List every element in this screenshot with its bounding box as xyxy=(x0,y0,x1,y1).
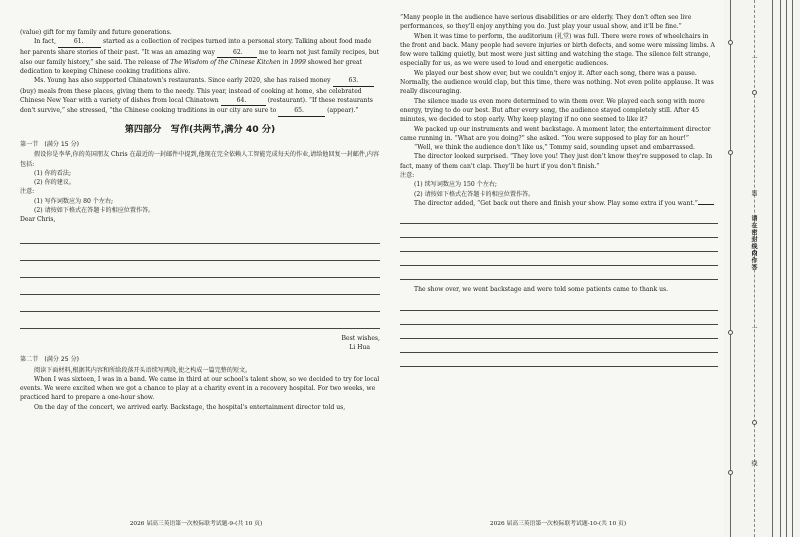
story-paragraph-1: When I was sixteen, I was in a band. We came in third at our school's talent show, so we decided to try for local events. We were excited when we got a chance to play at a charity event in a recovery hospital. For two weeks, we practiced hard to prepare a one-hour show. xyxy=(20,375,380,402)
part-four-title: 第四部分 写作(共两节,满分 40 分) xyxy=(124,123,276,135)
book-title: The Wisdom of the Chinese Kitchen in 1999 xyxy=(170,58,306,66)
section-one-prompt: 假设你是李华,你的英国朋友 Chris 在最近的一封邮件中提到,他现在完全依赖人工智能完成每天的作业,请给他回复一封邮件,内容包括: xyxy=(20,151,380,168)
letter-answer-lines[interactable] xyxy=(20,227,380,329)
answer-line[interactable] xyxy=(20,312,380,329)
paragraph-value: (value) gift for my family and future generations. xyxy=(20,29,172,36)
section-one-item-2: (2) 你的建议。 xyxy=(34,179,76,187)
blank-number: 62. xyxy=(232,48,243,56)
story-paragraph-9: The director looked surprised. “They love you! They just don't know they're supposed to clap. In fact, many of them can't clap. They'll be hurt if you don't finish.” xyxy=(400,153,713,170)
blank-62[interactable] xyxy=(217,48,257,58)
margin-line xyxy=(780,0,781,537)
answer-line[interactable] xyxy=(400,224,718,238)
section-two-prompt: 阅读下面材料,根据其内容和所给段落开头语续写两段,使之构成一篇完整的短文。 xyxy=(34,366,252,374)
binding-hole xyxy=(728,40,733,45)
answer-line[interactable] xyxy=(400,210,718,224)
story-paragraph-4: When it was time to perform, the auditorium (礼堂) was full. There were rows of wheelchairs in the front and back. Many people had severe injuries or birth defects, and some were missing limbs. A few were talking quietly, but most were just sitting and watching the stage. The silence felt strange, especially for us, as we were used to loud and energetic audiences. xyxy=(400,32,715,68)
binding-hole xyxy=(752,90,757,95)
blank-number: 65. xyxy=(294,107,304,115)
answer-line[interactable] xyxy=(20,278,380,295)
blank-63[interactable] xyxy=(333,76,374,86)
story-paragraph-3: “Many people in the audience have serious disabilities or are elderly. They don't often see live performances, so they'll enjoy anything you do. Just play your usual show, and it'll be fine.” xyxy=(400,14,692,31)
answer-line[interactable] xyxy=(20,244,380,261)
margin-line xyxy=(730,0,731,537)
blank-number: 61. xyxy=(73,38,84,46)
right-page xyxy=(392,0,724,537)
continuation-start-2: The show over, we went backstage and were told some patients came to thank us. xyxy=(414,286,669,294)
margin-line xyxy=(786,0,787,537)
margin-mark-top: 一 xyxy=(750,55,757,62)
text: me to learn not just family recipes, but also our family history,” she said. The release of xyxy=(20,48,380,66)
section-two-title: 第二节 (满分 25 分) xyxy=(20,356,80,364)
text: The director added, “Get back out there and finish your show. Play some extra if you want.” xyxy=(414,199,698,207)
story-paragraph-7: We packed up our instruments and went backstage. A moment later, the entertainment director came running in. “What are you doing?” she asked. “You were supposed to play for an hour!” xyxy=(400,125,711,142)
blank[interactable] xyxy=(698,204,714,205)
letter-closing: Best wishes, xyxy=(341,334,380,342)
note-label: 注意: xyxy=(400,172,415,180)
left-page xyxy=(0,0,392,537)
answer-line[interactable] xyxy=(400,297,718,311)
continuation-note-2: (2) 请按如下格式在答题卡的相应位置作答。 xyxy=(414,190,535,198)
left-page-footer: 2026 届高三英语第一次校际联考试题-9-(共 10 页) xyxy=(129,521,263,527)
margin-mark-middle: 题 xyxy=(750,190,757,197)
answer-line[interactable] xyxy=(400,252,718,266)
letter-greeting: Dear Chris, xyxy=(20,216,56,224)
text: (restaurant). “If these restaurants don't survive,” she stressed, “the Chinese cooking traditions in our city are sure to xyxy=(20,97,373,115)
story-paragraph-8: “Well, we think the audience don't like us,” Tommy said, sounding upset and embarrassed. xyxy=(414,144,695,152)
answer-line[interactable] xyxy=(400,325,718,339)
continuation-start-1 xyxy=(400,199,718,208)
text: In fact, xyxy=(34,38,56,46)
blank-number: 63. xyxy=(348,77,359,85)
answer-line[interactable] xyxy=(20,227,380,244)
margin-line xyxy=(792,0,793,537)
answer-line[interactable] xyxy=(400,353,718,367)
blank-64[interactable] xyxy=(221,96,266,106)
binding-margin xyxy=(724,0,800,537)
blank-number: 64. xyxy=(236,97,247,105)
paragraph-ms-young xyxy=(20,76,380,116)
text: (appear).” xyxy=(327,107,359,115)
binding-hole xyxy=(728,470,733,475)
right-page-footer: 2026 届高三英语第一次校际联考试题-10-(共 10 页) xyxy=(489,521,627,527)
answer-line[interactable] xyxy=(400,311,718,325)
story-paragraph-2: On the day of the concert, we arrived early. Backstage, the hospital's entertainment director told us, xyxy=(34,403,346,411)
answer-line[interactable] xyxy=(400,339,718,353)
seal-notice: 请在密封线内作答 xyxy=(750,215,757,271)
blank-65[interactable] xyxy=(278,106,325,116)
section-one-item-1: (1) 你的看法; xyxy=(34,169,71,177)
blank-61[interactable] xyxy=(58,37,101,47)
right-column xyxy=(400,13,718,369)
text: Ms. Young has also supported Chinatown's restaurants. Since early 2020, she has raised money xyxy=(34,77,331,85)
note-label: 注意: xyxy=(20,188,35,196)
letter-signer: Li Hua xyxy=(349,343,370,351)
answer-line[interactable] xyxy=(20,261,380,278)
text: (buy) meals from these places, giving them to the needy. This year, instead of cooking at home, she celebrated Chinese New Year with a variety of dishes from local Chinatown xyxy=(20,87,362,105)
binding-hole xyxy=(728,150,733,155)
continuation-note-1: (1) 续写词数应为 150 个左右; xyxy=(414,181,497,189)
section-one-title: 第一节 (满分 15 分) xyxy=(20,140,80,148)
section-one-note-2: (2) 请按如下格式在答题卡的相应位置作答。 xyxy=(34,207,155,215)
answer-line[interactable] xyxy=(20,295,380,312)
text: showed her great dedication to keeping Chinese cooking traditions alive. xyxy=(20,58,363,76)
margin-mark-lower: 一 xyxy=(750,325,757,332)
text: started as a collection of recipes turned into a personal story. Talking about food made her parents share stories of their past. “It was an amazing way xyxy=(20,38,372,56)
left-column xyxy=(20,28,380,412)
continuation-lines-2[interactable] xyxy=(400,297,718,367)
margin-mark-bottom: 线 xyxy=(750,460,757,467)
story-paragraph-5: We played our best show ever, but we couldn't enjoy it. After each song, there was a pause. Normally, the audience would clap, but this time, there was nothing. Not even polite applause. It was really discouraging. xyxy=(400,69,714,96)
answer-line[interactable] xyxy=(400,238,718,252)
answer-line[interactable] xyxy=(400,266,718,280)
section-one-note-1: (1) 写作词数应为 80 个左右; xyxy=(34,197,114,205)
story-paragraph-6: The silence made us even more determined to win them over. We played each song with more energy, trying to do our best. But after every song, the audience stayed completely still. After 45 minutes, we decided to stop early. Why keep playing if no one seemed to like it? xyxy=(400,97,705,124)
binding-hole xyxy=(728,330,733,335)
paragraph-in-fact xyxy=(20,37,380,76)
continuation-lines-1[interactable] xyxy=(400,210,718,280)
binding-hole xyxy=(752,420,757,425)
margin-line xyxy=(772,0,773,537)
